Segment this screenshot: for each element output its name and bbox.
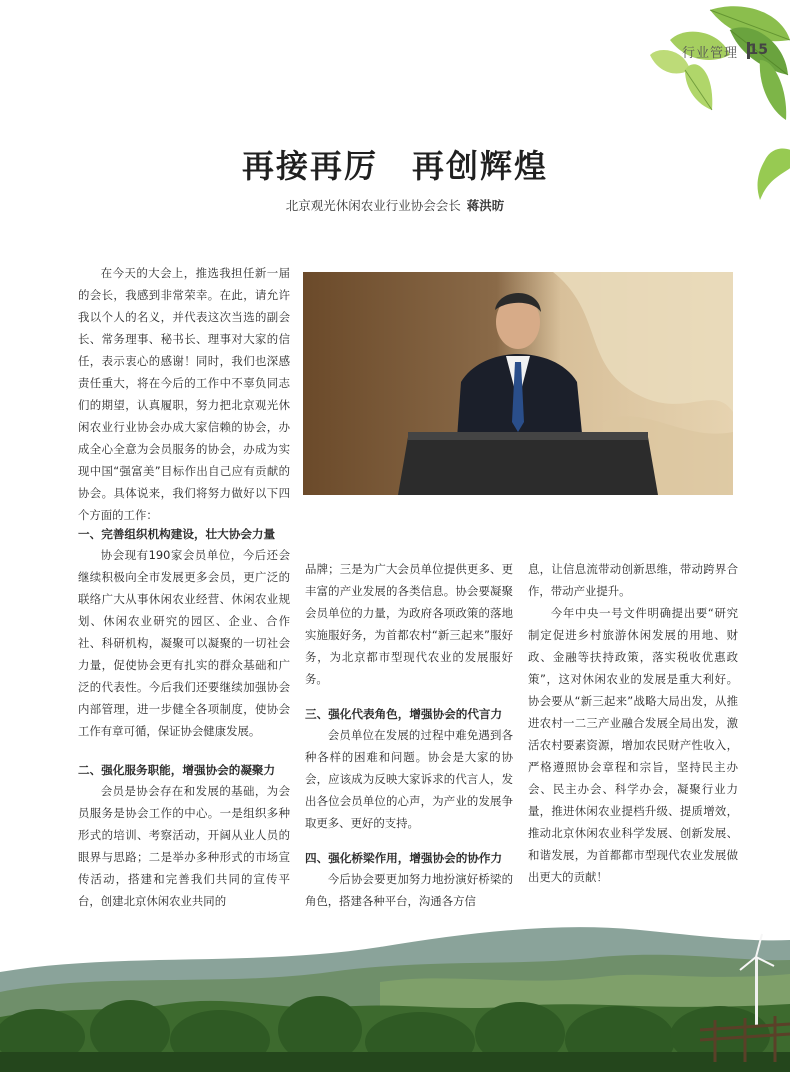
section-2-text: 会员是协会存在和发展的基础，为会员服务是协会工作的中心。一是组织多种形式的培训、考察活动，开阔从业人员的眼界与思路；二是举办多种形式的市场宣传活动，搭建和完善我们共同的宣传平台，创建北京休闲农业共同的 <box>78 784 290 908</box>
section-4-heading: 四、强化桥梁作用，增强协会的协作力 <box>305 851 503 865</box>
section-1-text: 协会现有190家会员单位，今后还会继续积极向全市发展更多会员，更广泛的联络广大从事休闲农业经营、休闲农业规划、休闲农业研究的园区、企业、合作社、科研机构，凝聚可以凝聚的一切社会力量，促使协会更有扎实的群众基础和广泛的代表性。今后我们还要继续加强协会内部管理，进一步健全各项制度，使协会工作有章可循，保证协会健康发展。 <box>78 548 290 738</box>
intro-paragraph: 在今天的大会上，推选我担任新一届的会长，我感到非常荣幸。在此，请允许我以个人的名义，并代表这次当选的副会长、常务理事、秘书长、理事对大家的信任，表示衷心的感谢！同时，我们也深感责任重大，将在今后的工作中不辜负同志们的期望，认真履职，努力把北京观光休闲农业行业协会办成大家信赖的协会，办成全心全意为会员服务的协会，办成为实现中国“强富美”目标作出自己应有贡献的协会。具体说来，我们将努力做好以下四个方面的工作： <box>78 266 290 522</box>
speaker-photo <box>303 272 733 495</box>
column-3 <box>528 558 738 888</box>
section-3-heading: 三、强化代表角色，增强协会的代言力 <box>305 707 503 721</box>
section-2-heading: 二、强化服务职能，增强协会的凝聚力 <box>78 763 276 777</box>
section-3-text: 会员单位在发展的过程中难免遇到各种各样的困难和问题。协会是大家的协会，应该成为反映大家诉求的代言人，发出各位会员单位的心声，为产业的发展争取更多、更好的支持。 <box>305 728 513 830</box>
intro-block <box>78 262 290 526</box>
section-4-continued: 息，让信息流带动创新思维，带动跨界合作，带动产业提升。 <box>528 562 738 598</box>
landscape-illustration <box>0 912 790 1072</box>
byline-author: 蒋洪昉 <box>466 198 505 213</box>
section-4-text: 今后协会要更加努力地扮演好桥梁的角色，搭建各种平台，沟通各方信 <box>305 872 513 908</box>
page-number: 15 <box>748 42 768 58</box>
byline <box>0 196 790 214</box>
column-2 <box>305 558 513 912</box>
section-label: 行业管理 <box>681 46 738 61</box>
section-2-continued: 品牌；三是为广大会员单位提供更多、更丰富的产业发展的各类信息。协会要凝聚会员单位的力量，为政府各项政策的落地实施服好务，为首都农村“新三起来”服好务，为北京都市型现代农业的发展服好务。 <box>305 562 513 686</box>
section-4-extra: 今年中央一号文件明确提出要“研究制定促进乡村旅游休闲发展的用地、财政、金融等扶持政策，落实税收优惠政策”，这对休闲农业的发展是重大利好。协会要从“新三起来”战略大局出发，从推进农村一二三产业融合发展全局出发，激活农村要素资源，增加农民财产性收入，严格遵照协会章程和宗旨，坚持民主办会、民主办会、科学办会，凝聚行业力量，推进休闲农业提档升级、提质增效，推动北京休闲农业科学发展、创新发展、和谐发展，为首都都市型现代农业发展做出更大的贡献！ <box>528 606 738 884</box>
article-title: 再接再厉 再创辉煌 <box>241 147 548 185</box>
section-1-heading: 一、完善组织机构建设，壮大协会力量 <box>78 527 276 541</box>
byline-org: 北京观光休闲农业行业协会会长 <box>285 198 461 213</box>
column-1 <box>78 524 290 912</box>
